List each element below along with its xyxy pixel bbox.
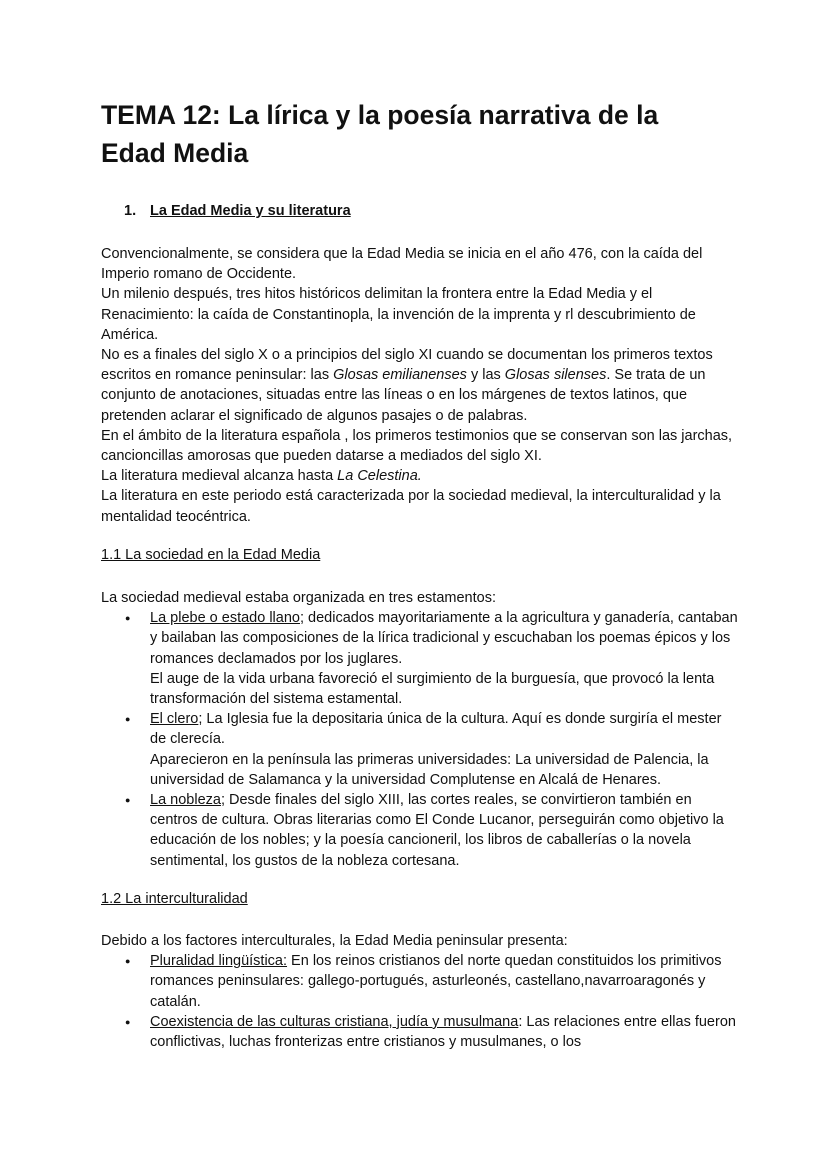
- subsection-1-2-body: [101, 931, 741, 1052]
- italic-title: La Celestina.: [337, 468, 422, 485]
- estamentos-list: [101, 608, 741, 871]
- list-item: ● Coexistencia de las culturas cristiana, judía y musulmana: Las relaciones entre ellas fueron conflictivas, luchas fronterizas entre cristianos y musulmanes, o los: [101, 1012, 741, 1052]
- section-1-heading: [124, 203, 351, 219]
- section-number: 1.: [124, 203, 137, 219]
- section-title: La Edad Media y su literatura: [150, 203, 351, 219]
- list-item: ● La nobleza; Desde finales del siglo XIII, las cortes reales, se convirtieron también en centros de cultura. Obras literarias como El Conde Lucanor, perseguirán como objetivo la educación de los nobles; y la poesía cancioneril, los libros de caballerías o la novela sentimental, los gustos de la nobleza cortesana.: [101, 790, 741, 871]
- subsection-1-1-heading: 1.1 La sociedad en la Edad Media: [101, 547, 321, 563]
- paragraph: Un milenio después, tres hitos históricos delimitan la frontera entre la Edad Media y el Renacimiento: la caída de Constantinopla, la invención de la imprenta y rl descubrimiento de América.: [101, 286, 696, 343]
- list-item: ● El clero; La Iglesia fue la depositaria única de la cultura. Aquí es donde surgiría el mester de clerecía. Aparecieron en la península las primeras universidades: La universidad de Palencia, la universidad de Salamanca y la universidad Complutense en Alcalá de Henares.: [101, 709, 741, 790]
- item-label: El clero: [150, 711, 199, 728]
- paragraph: Convencionalmente, se considera que la Edad Media se inicia en el año 476, con la caída del Imperio romano de Occidente.: [101, 246, 703, 283]
- list-item: ● Pluralidad lingüística: En los reinos cristianos del norte quedan constituidos los primitivos romances peninsulares: gallego-portugués, asturleonés, castellano,navarroaragonés y catalán.: [101, 951, 741, 1012]
- subsection-1-2-heading: 1.2 La interculturalidad: [101, 891, 248, 907]
- italic-title: Glosas silenses: [504, 367, 607, 384]
- list-item: ● La plebe o estado llano; dedicados mayoritariamente a la agricultura y ganadería, cantaban y bailaban las composiciones de la lírica tradicional y escuchaban los poemas épicos y los romances declamados por los juglares. El auge de la vida urbana favoreció el surgimiento de la burguesía, que provocó la lenta transformación del sistema estamental.: [101, 608, 741, 709]
- subsection-1-1-body: [101, 588, 741, 871]
- paragraph: No es a finales del siglo X o a principios del siglo XI cuando se documentan los primeros textos escritos en romance peninsular: las Glosas emilianenses y las Glosas silenses. Se trata de un conjunto de anotaciones, situadas entre las líneas o en los márgenes de textos latinos, que pretenden aclarar el significado de algunos pasajes o de palabras.: [101, 347, 713, 424]
- paragraph: La literatura en este periodo está caracterizada por la sociedad medieval, la interculturalidad y la mentalidad teocéntrica.: [101, 488, 721, 525]
- item-label: La plebe o estado llano: [150, 610, 300, 627]
- paragraph: La literatura medieval alcanza hasta La Celestina.: [101, 468, 422, 485]
- italic-title: Glosas emilianenses: [333, 367, 467, 384]
- paragraph: Debido a los factores interculturales, la Edad Media peninsular presenta:: [101, 933, 568, 949]
- title-line-1: TEMA 12: La lírica y la poesía narrativa de la: [101, 100, 659, 130]
- item-label: La nobleza: [150, 792, 221, 809]
- section-1-body: [101, 244, 741, 527]
- paragraph: La sociedad medieval estaba organizada en tres estamentos:: [101, 590, 496, 606]
- paragraph: En el ámbito de la literatura española , los primeros testimonios que se conservan son las jarchas, cancioncillas amorosas que pueden datarse a mediados del siglo XI.: [101, 427, 733, 465]
- item-label: Coexistencia de las culturas cristiana, judía y musulmana: [150, 1013, 519, 1030]
- page-title: [101, 96, 761, 172]
- title-line-2: Edad Media: [101, 138, 249, 168]
- interculturalidad-list: [101, 951, 741, 1052]
- item-label: Pluralidad lingüística:: [150, 953, 288, 970]
